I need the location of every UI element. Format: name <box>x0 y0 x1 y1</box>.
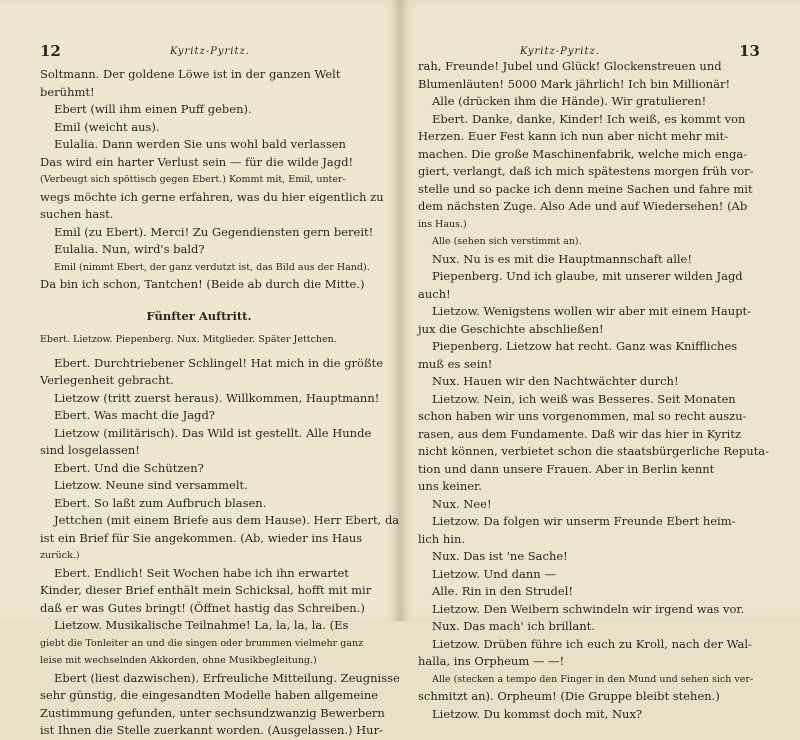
text-line: muß es sein! <box>418 356 493 371</box>
spacer <box>40 294 358 308</box>
text-line: wegs möchte ich gerne erfahren, was du hier eigentlich zu <box>40 189 384 204</box>
right-page <box>400 0 800 721</box>
text-line: Blumenläuten! 5000 Mark jährlich! Ich bin Millionär! <box>418 76 731 91</box>
text-line: Ebert. Danke, danke, Kinder! Ich weiß, es kommt von <box>432 111 746 126</box>
page-text <box>40 66 400 740</box>
text-line: Nux. Nu is es mit die Hauptmannschaft alle! <box>432 251 692 266</box>
text-line: rah, Freunde! Jubel und Glück! Glockenstreuen und <box>418 59 722 73</box>
scene-heading: Fünfter Auftritt. <box>146 308 252 323</box>
text-line: Herzen. Euer Fest kann ich nun aber nicht mehr mit- <box>418 129 729 143</box>
running-head: Kyritz-Pyritz. <box>170 46 250 57</box>
text-line: Ebert. Lietzow. Piepenberg. Nux. Mitglieder. Später Jettchen. <box>40 334 337 345</box>
text-line: Lietzow (militärisch). Das Wild ist gestellt. Alle Hunde <box>54 425 372 440</box>
page-number: 12 <box>40 42 61 60</box>
text-line: Lietzow. Den Weibern schwindeln wir irgend was vor. <box>432 601 745 616</box>
text-line: Ebert (liest dazwischen). Erfreuliche Mitteilung. Zeugnisse <box>54 670 400 685</box>
text-line: Alle (sehen sich verstimmt an). <box>432 236 582 247</box>
text-line: giebt die Tonleiter an und die singen oder brummen vielmehr ganz <box>40 637 364 649</box>
text-line: Emil (nimmt Ebert, der ganz verdutzt ist, das Bild aus der Hand). <box>54 261 370 273</box>
text-line: Lietzow. Und dann — <box>432 566 556 581</box>
text-line: Lietzow (tritt zuerst heraus). Willkommen, Hauptmann! <box>54 390 380 405</box>
text-line: Verlegenheit gebracht. <box>40 373 174 387</box>
text-line: Eulalia. Nun, wird's bald? <box>54 242 205 256</box>
text-line: suchen hast. <box>40 207 114 221</box>
text-line: Ebert. Was macht die Jagd? <box>54 408 215 422</box>
text-line: leise mit wechselnden Akkorden, ohne Musikbegleitung.) <box>40 655 317 666</box>
text-line: machen. Die große Maschinenfabrik, welche mich enga- <box>418 146 748 161</box>
text-line: Ebert. Endlich! Seit Wochen habe ich ihn erwartet <box>54 565 349 580</box>
text-line: ist Ihnen die Stelle zuerkannt worden. (Ausgelassen.) Hur- <box>40 723 383 737</box>
text-line: schon haben wir uns vorgenommen, mal so recht auszu- <box>418 409 747 423</box>
text-line: rasen, aus dem Fundamente. Daß wir das hier in Kyritz <box>418 426 742 441</box>
text-line: lich hin. <box>418 531 466 546</box>
text-line: (Verbeugt sich spöttisch gegen Ebert.) Kommt mit, Emil, unter- <box>40 174 346 185</box>
text-line: uns keiner. <box>418 479 482 493</box>
page-text <box>418 58 769 723</box>
text-line: Zustimmung gefunden, unter sechsundzwanzig Bewerbern <box>40 705 385 720</box>
text-line: Alle (stecken a tempo den Finger in den Mund und sehen sich ver- <box>432 673 754 685</box>
text-line: zurück.) <box>40 550 80 561</box>
text-line: Ebert. So laßt zum Aufbruch blasen. <box>54 495 267 510</box>
text-line: Alle (drücken ihm die Hände). Wir gratulieren! <box>432 94 707 108</box>
text-line: Alle. Rin in den Strudel! <box>432 584 574 598</box>
text-line: Nux. Das ist 'ne Sache! <box>432 549 568 563</box>
text-line: auch! <box>418 286 451 301</box>
text-line: sind losgelassen! <box>40 443 140 457</box>
text-line: Nux. Das mach' ich brillant. <box>432 619 595 633</box>
text-line: stelle und so packe ich denn meine Sachen und fahre mit <box>418 181 753 196</box>
text-line: tion und dann unsere Frauen. Aber in Berlin kennt <box>418 461 715 476</box>
text-line: Lietzow. Nein, ich weiß was Besseres. Seit Monaten <box>432 391 736 406</box>
text-line: Nux. Nee! <box>432 496 492 511</box>
text-line: sehr günstig, die eingesandten Modelle haben allgemeine <box>40 688 379 702</box>
text-line: halla, ins Orpheum — —! <box>418 654 565 668</box>
text-line: Ebert. Durchtriebener Schlingel! Hat mich in die größte <box>54 355 384 370</box>
page-number: 13 <box>739 42 760 60</box>
text-line: nicht können, verbietet schon die staatsbürgerliche Reputa- <box>418 444 769 458</box>
text-line: Lietzow. Musikalische Teilnahme! La, la, la, la. (Es <box>54 618 349 632</box>
text-line: Ebert. Und die Schützen? <box>54 460 204 475</box>
text-line: Lietzow. Da folgen wir unserm Freunde Ebert heim- <box>432 514 736 528</box>
text-line: jux die Geschichte abschließen! <box>418 321 604 336</box>
text-line: Piepenberg. Lietzow hat recht. Ganz was Kniffliches <box>432 339 738 353</box>
text-line: giert, verlangt, daß ich mich spätestens morgen früh vor- <box>418 164 754 178</box>
text-line: Lietzow. Wenigstens wollen wir aber mit einem Haupt- <box>432 304 752 318</box>
text-line: Eulalia. Dann werden Sie uns wohl bald verlassen <box>54 137 346 151</box>
text-line: Lietzow. Drüben führe ich euch zu Kroll, nach der Wal- <box>432 636 752 651</box>
text-line: Soltmann. Der goldene Löwe ist in der ganzen Welt <box>40 67 341 81</box>
text-line: Kinder, dieser Brief enthält mein Schicksal, hofft mit mir <box>40 583 372 597</box>
text-line: Jettchen (mit einem Briefe aus dem Hause). Herr Ebert, da <box>54 513 400 527</box>
text-line: schmitzt an). Orpheum! (Die Gruppe bleibt stehen.) <box>418 689 720 703</box>
text-line: Da bin ich schon, Tantchen! (Beide ab durch die Mitte.) <box>40 277 365 291</box>
text-line: ist ein Brief für Sie angekommen. (Ab, wieder ins Haus <box>40 530 363 545</box>
text-line: Emil (weicht aus). <box>54 119 160 134</box>
text-line: berühmt! <box>40 84 95 99</box>
text-line: Emil (zu Ebert). Merci! Zu Gegendiensten gern bereit! <box>54 224 374 239</box>
text-line: Nux. Hauen wir den Nachtwächter durch! <box>432 374 679 388</box>
text-line: ins Haus.) <box>418 218 467 230</box>
text-line: Lietzow. Du kommst doch mit, Nux? <box>432 706 643 721</box>
text-line: Piepenberg. Und ich glaube, mit unserer wilden Jagd <box>432 269 743 283</box>
text-line: daß er was Gutes bringt! (Öffnet hastig das Schreiben.) <box>40 600 365 615</box>
running-head: Kyritz-Pyritz. <box>520 46 600 57</box>
text-line: Lietzow. Neune sind versammelt. <box>54 478 248 492</box>
text-line: Ebert (will ihm einen Puff geben). <box>54 102 252 116</box>
left-page <box>0 0 400 737</box>
text-line: Das wird ein harter Verlust sein — für die wilde Jagd! <box>40 154 354 169</box>
text-line: dem nächsten Zuge. Also Ade und auf Wiedersehen! (Ab <box>418 199 748 213</box>
